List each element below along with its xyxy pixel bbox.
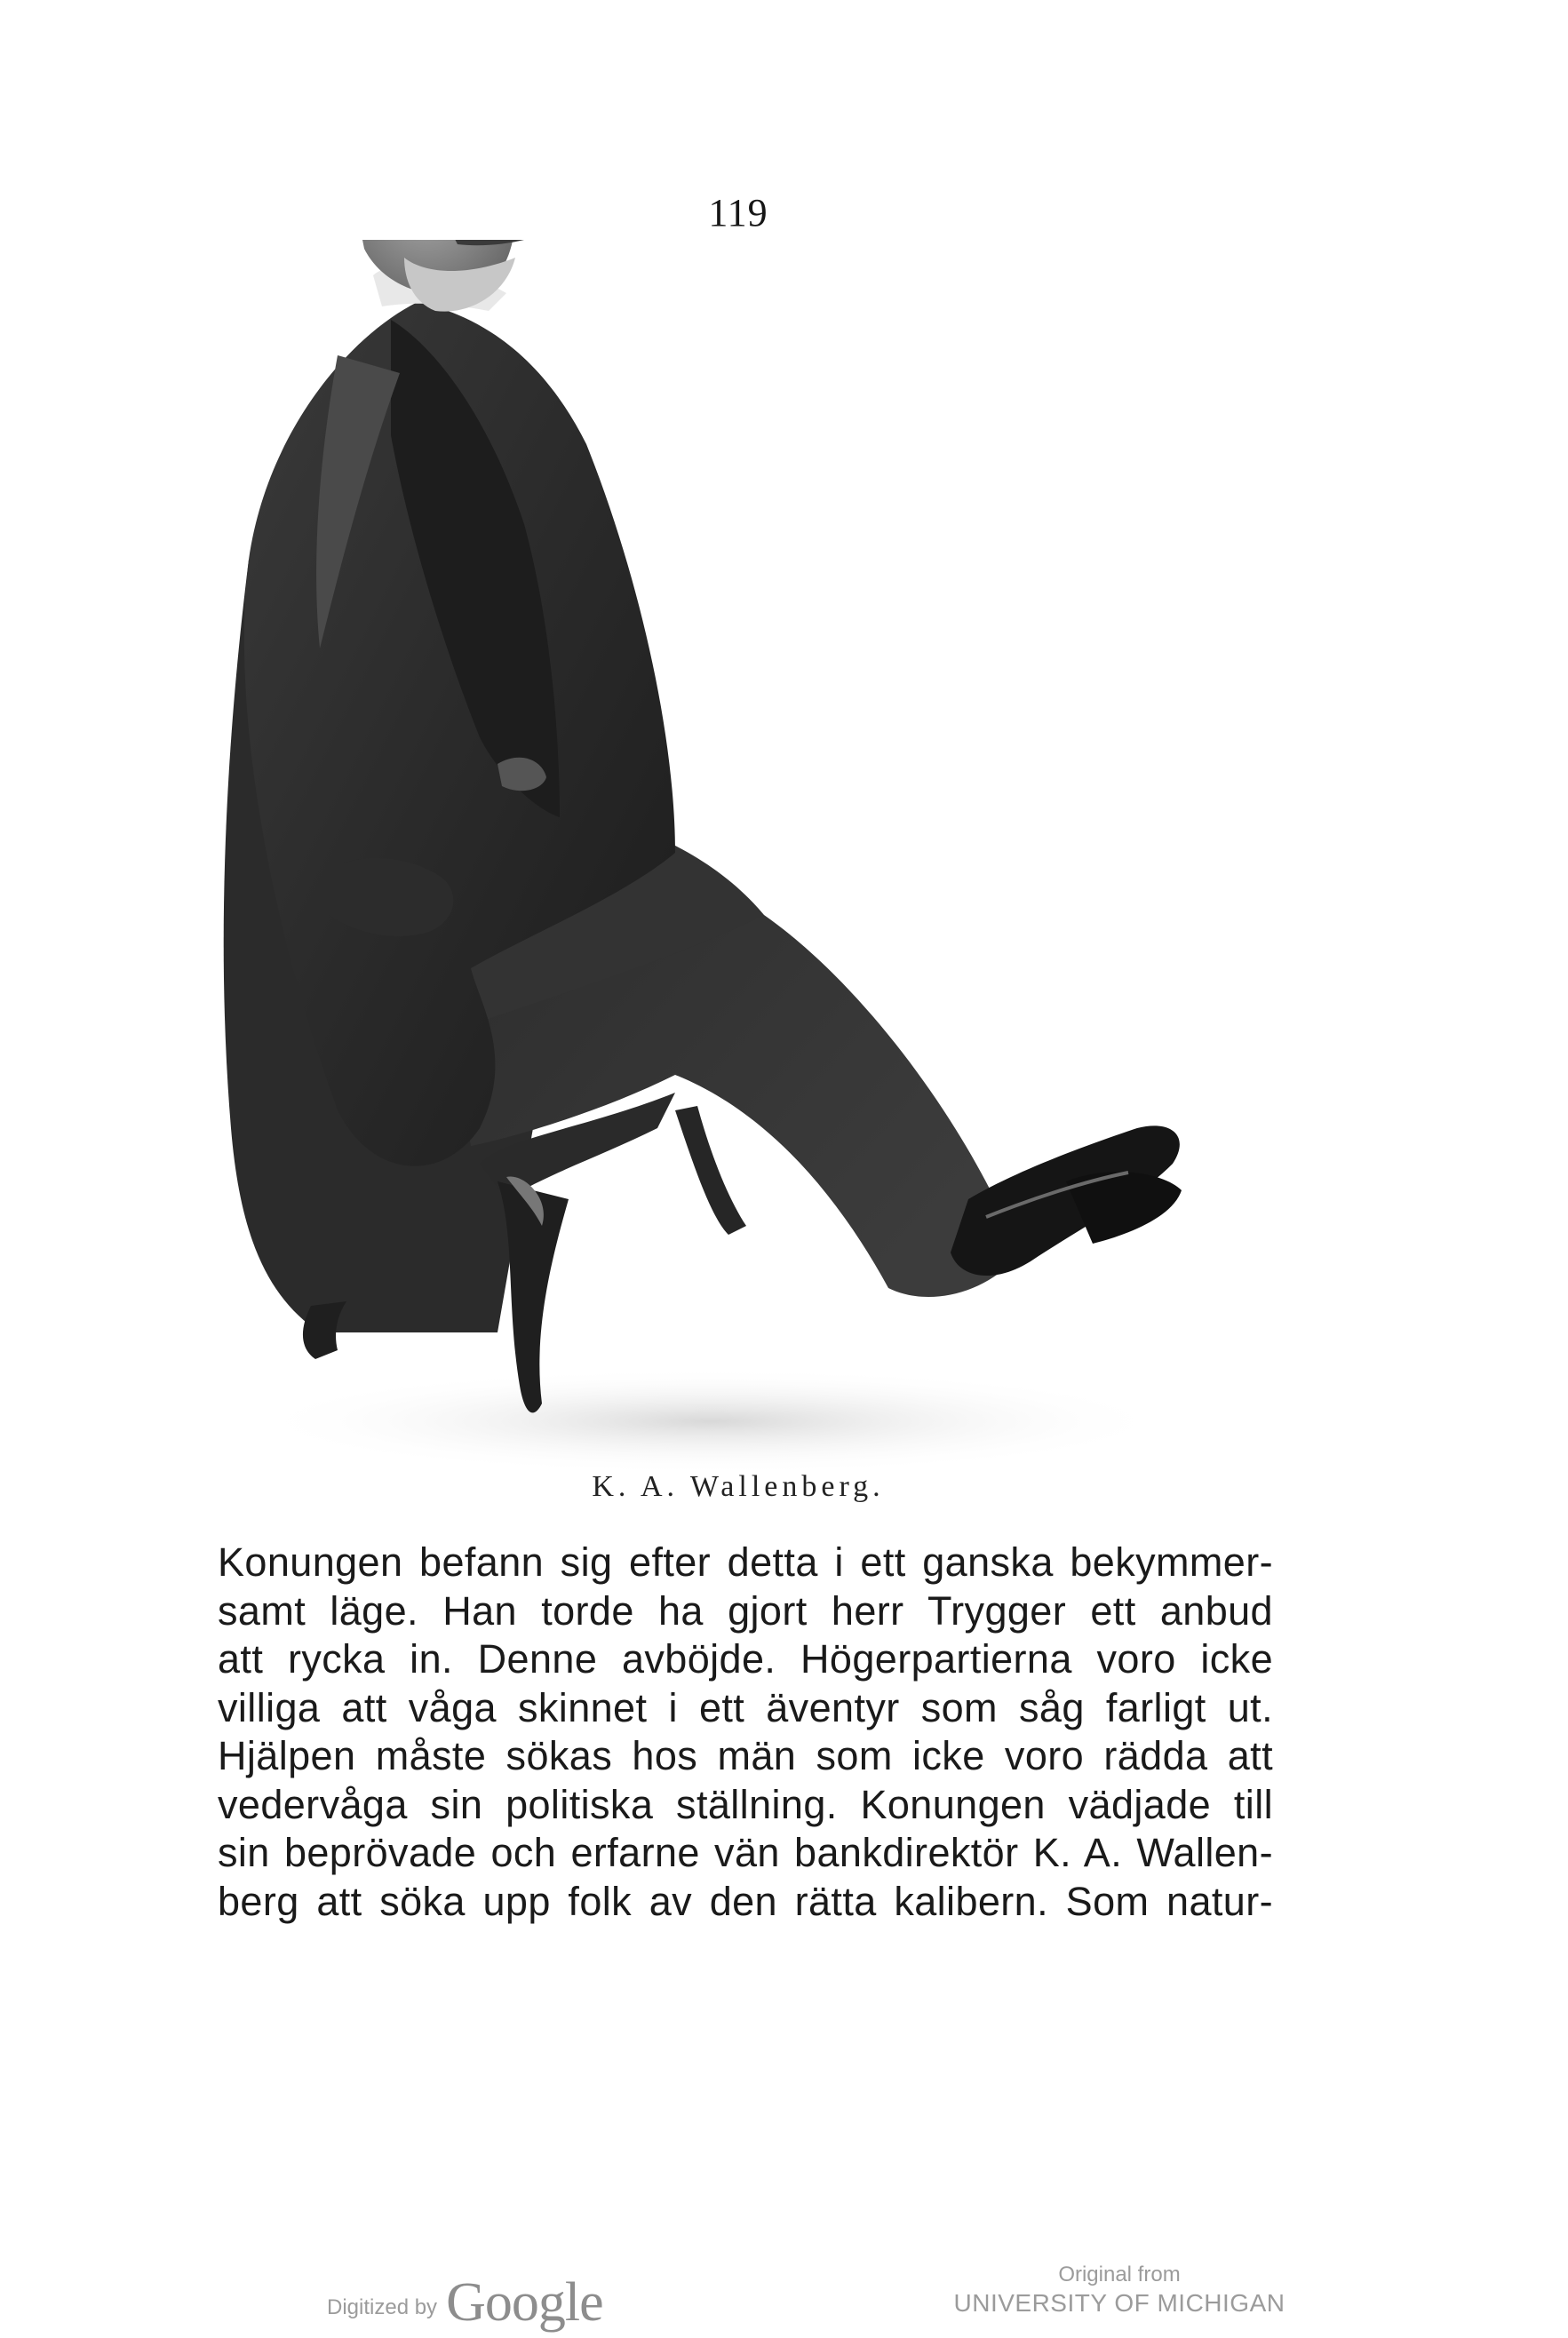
digitized-label: Digitized by [327, 2295, 438, 2319]
institution-name: UNIVERSITY OF MICHIGAN [953, 2289, 1285, 2317]
text-line: Hjälpen måste sökas hos män som icke voro rädda att [218, 1733, 1273, 1778]
google-logo: Google [446, 2271, 603, 2333]
source-watermark [942, 2262, 1297, 2318]
moustache [453, 240, 524, 245]
text-line: vedervåga sin politiska ställning. Konungen vädjade till [218, 1781, 1273, 1827]
digitized-by-watermark [327, 2267, 603, 2338]
text-line: samt läge. Han torde ha gjort herr Trygger ett anbud [218, 1587, 1273, 1634]
shoes [951, 1125, 1182, 1276]
portrait-photo [213, 240, 1315, 1483]
text-line: villiga att våga skinnet i ett äventyr som såg farligt ut. [218, 1684, 1273, 1730]
figure-caption: K. A. Wallenberg. [592, 1470, 885, 1503]
floor-shadow [249, 1368, 1173, 1475]
text-line: att rycka in. Denne avböjde. Högerpartierna voro icke [218, 1636, 1273, 1682]
text-line: sin beprövade och erfarne vän bankdirektör K. A. Wallen- [218, 1830, 1273, 1875]
page-number: 119 [708, 191, 768, 235]
text-line: Konungen befann sig efter detta i ett ganska bekymmer- [218, 1539, 1273, 1585]
body-paragraph [218, 1539, 1273, 1926]
text-line: berg att söka upp folk av den rätta kalibern. Som natur- [218, 1878, 1273, 1924]
original-from-label: Original from [1058, 2262, 1181, 2286]
